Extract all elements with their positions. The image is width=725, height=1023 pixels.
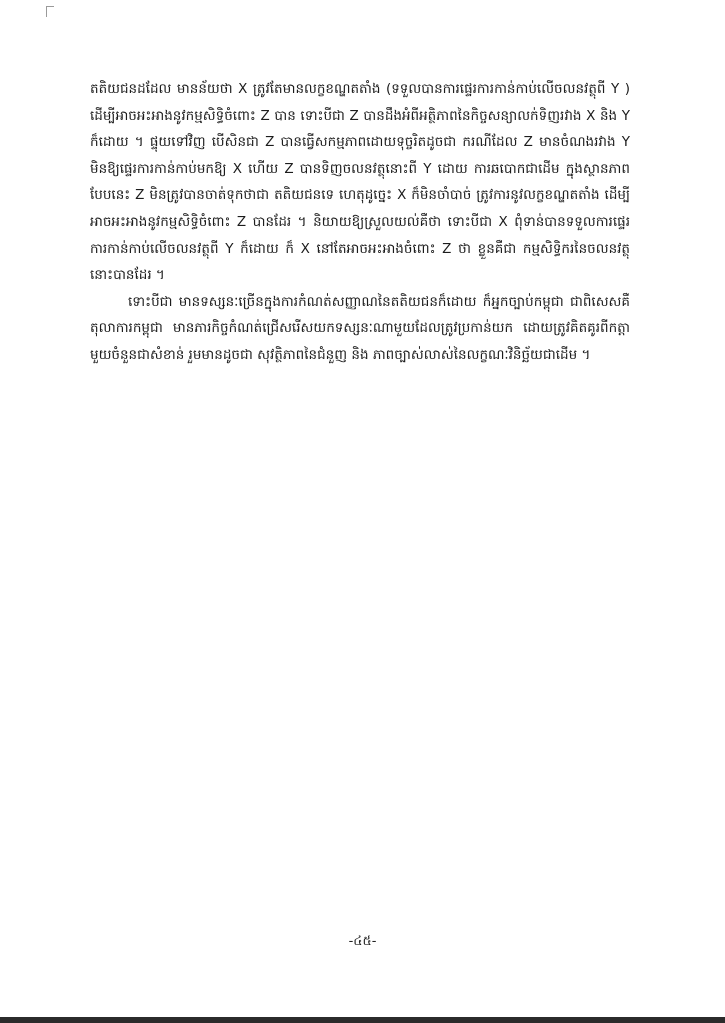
paragraph-2: ទោះបីជា មានទស្សនៈច្រើនក្នុងការកំណត់សញ្ញាណនៃតតិយជនក៏ដោយ ក៏អ្នកច្បាប់កម្ពុជា ជាពិសេសគឺតុលាការកម្ពុជា មានភារកិច្ចកំណត់ជ្រើសរើសយកទស្សនៈណាមួយដែលត្រូវប្រកាន់យក ដោយត្រូវគិតគូរពីកត្តាមួយចំនួនជាសំខាន់ រួមមានដូចជា សុវត្ថិភាពនៃជំនួញ និង ភាពច្បាស់លាស់នៃលក្ខណៈវិនិច្ឆ័យជាដើម ។ bbox=[90, 293, 630, 363]
page-number: -៤៥- bbox=[348, 934, 377, 949]
scan-corner-mark bbox=[46, 6, 54, 17]
body-text bbox=[90, 76, 630, 369]
bottom-scan-edge bbox=[0, 1017, 725, 1023]
paragraph-1: តតិយជនដដែល មានន័យថា X ត្រូវតែមានលក្ខខណ្ឌតតាំង (ទទួលបានការផ្ទេរការកាន់កាប់លើចលនវត្ថុពី Y ) ដើម្បីអាចអះអាងនូវកម្មសិទ្ធិចំពោះ Z បាន ទោះបីជា Z បានដឹងអំពីអត្ថិភាពនៃកិច្ចសន្យាលក់ទិញរវាង X និង Y ក៏ដោយ ។ ផ្ទុយទៅវិញ បើសិនជា Z បានធ្វើសកម្មភាពដោយទុច្ចរិតដូចជា ករណីដែល Z មានចំណងរវាង Y មិនឱ្យផ្ទេរការកាន់កាប់មកឱ្យ X ហើយ Z បានទិញចលនវត្ថុនោះពី Y ដោយ ការឆបោកជាដើម ក្នុងស្ថានភាពបែបនេះ Z មិនត្រូវបានចាត់ទុកថាជា តតិយជនទេ ហេតុដូច្នេះ X ក៏មិនចាំបាច់ ត្រូវការនូវលក្ខខណ្ឌតតាំង ដើម្បីអាចអះអាងនូវកម្មសិទ្ធិចំពោះ Z បានដែរ ។ និយាយឱ្យស្រួលយល់គឺថា ទោះបីជា X ពុំទាន់បានទទួលការផ្ទេរការកាន់កាប់លើចលនវត្ថុពី Y ក៏ដោយ ក៏ X នៅតែអាចអះអាងចំពោះ Z ថា ខ្លួនគឺជា កម្មសិទ្ធិករនៃចលនវត្ថុនោះបានដែរ ។ bbox=[90, 81, 630, 284]
